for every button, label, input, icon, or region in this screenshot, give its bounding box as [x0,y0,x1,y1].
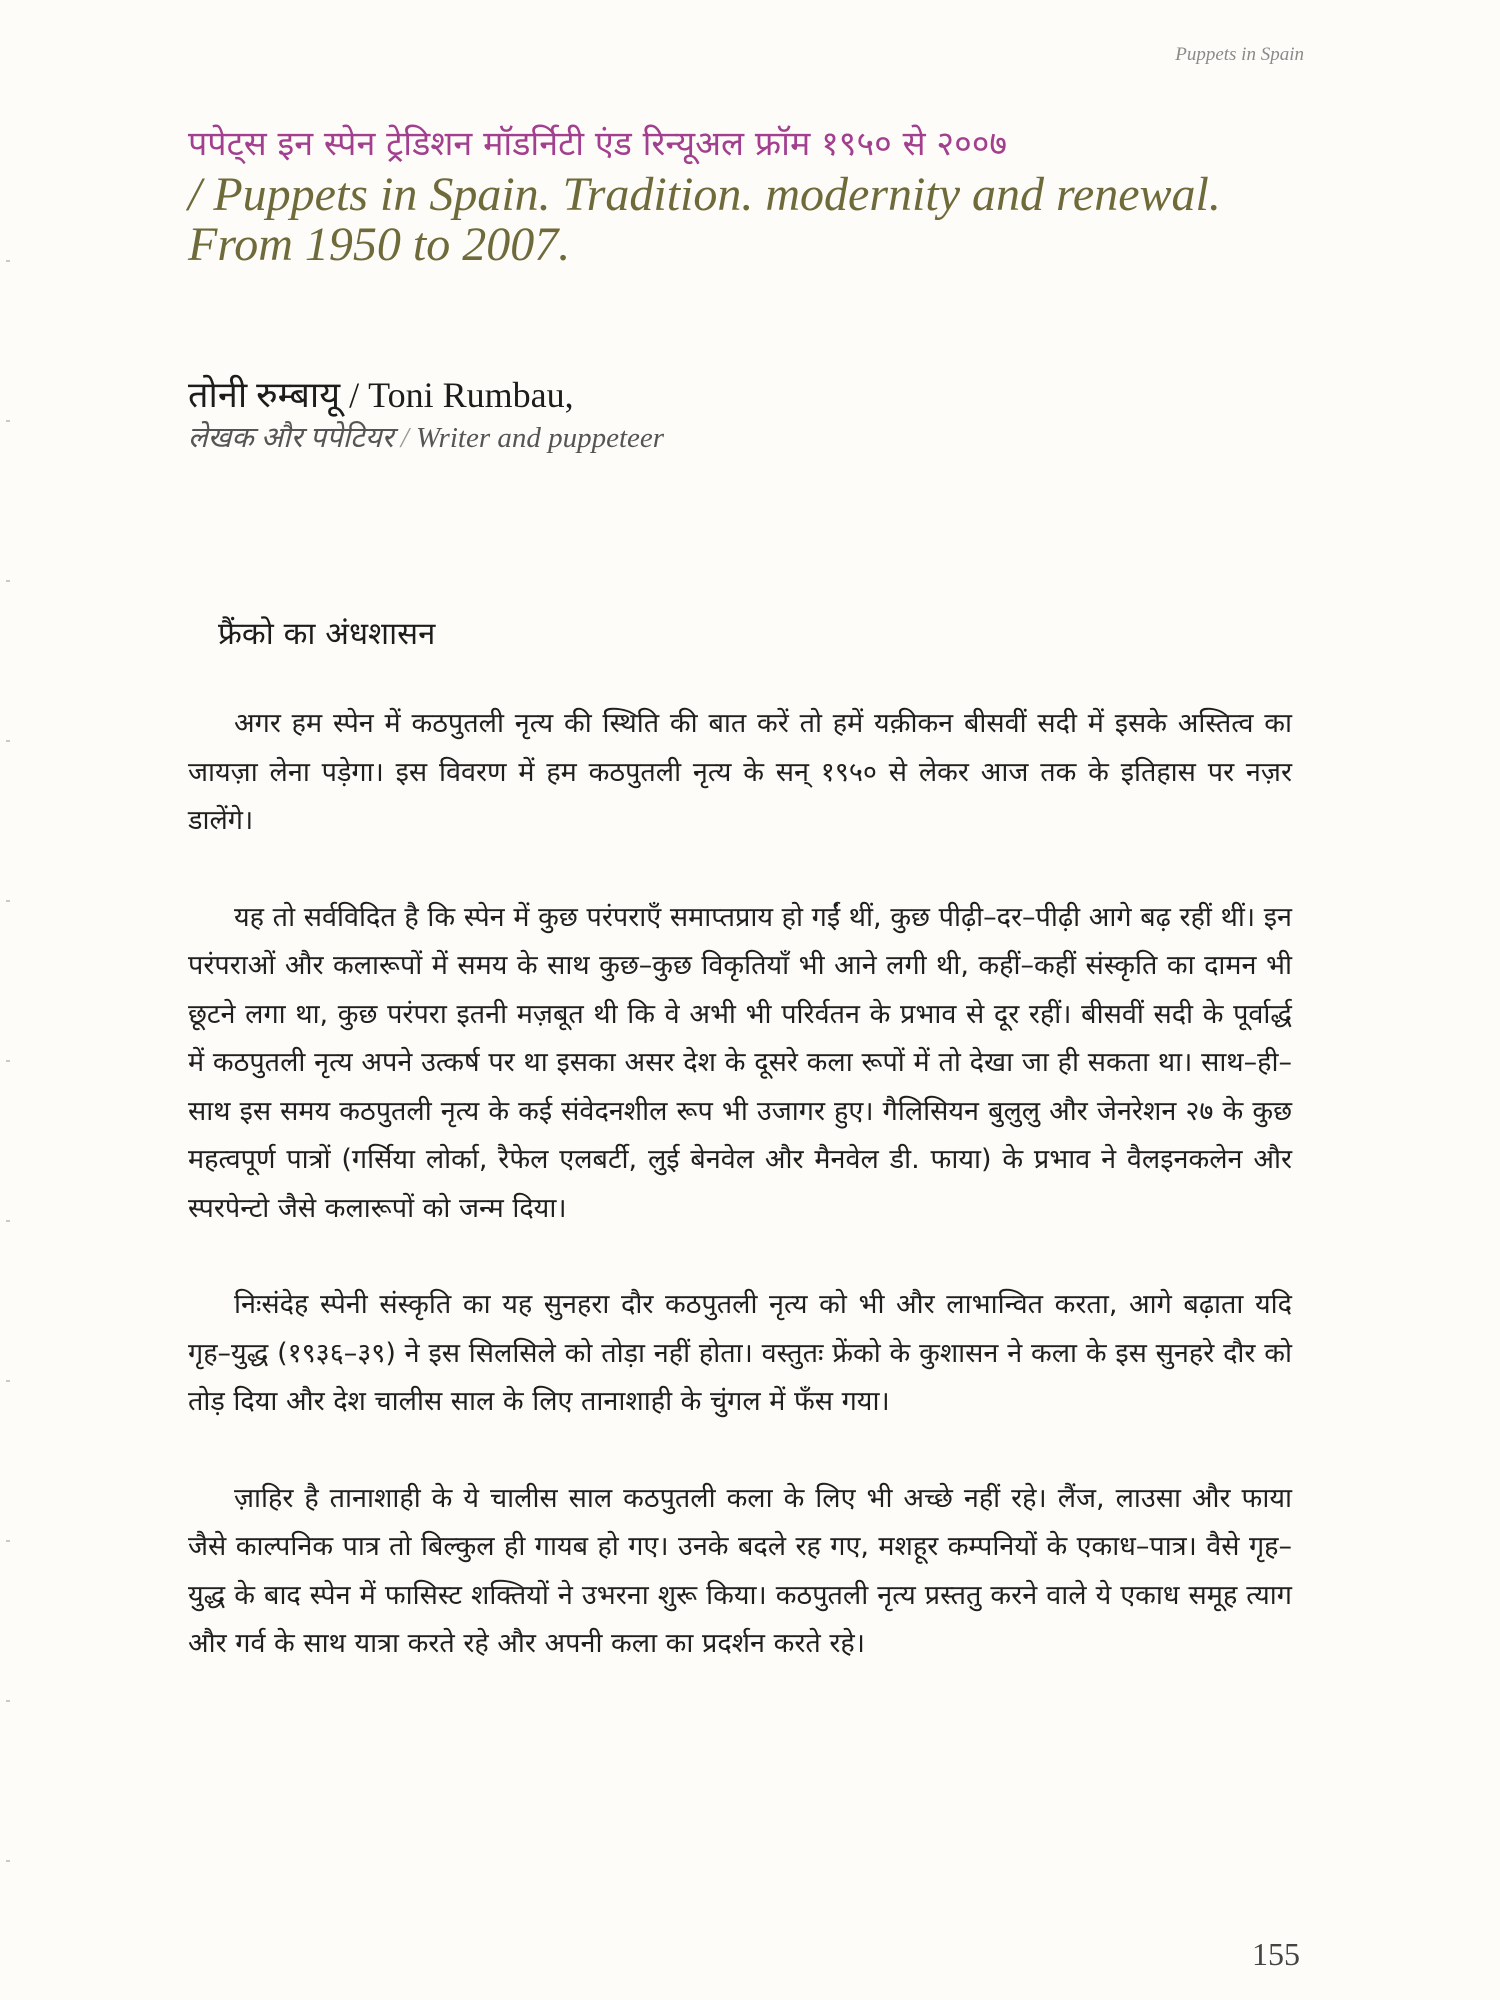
body-text [188,700,1292,1717]
paragraph: निःसंदेह स्पेनी संस्कृति का यह सुनहरा दौर कठपुतली नृत्य को भी और लाभान्वित करता, आगे बढ़ाता यदि गृह–युद्ध (१९३६–३९) ने इस सिलसिले को तोड़ा नहीं होता। वस्तुतः फ्रेंको के कुशासन ने कला के इस सुनहरे दौर को तोड़ दिया और देश चालीस साल के लिए तानाशाही के चुंगल में फँस गया। [188,1289,1292,1417]
paragraph: यह तो सर्वविदित है कि स्पेन में कुछ परंपराएँ समाप्तप्राय हो गईं थीं, कुछ पीढ़ी–दर–पीढ़ी आगे बढ़ रहीं थीं। इन परंपराओं और कलारूपों में समय के साथ कुछ–कुछ विकृतियाँ भी आने लगी थी, कहीं–कहीं संस्कृति का दामन भी छूटने लगा था, कुछ परंपरा इतनी मज़बूत थी कि वे अभी भी परिर्वतन के प्रभाव से दूर रहीं। बीसवीं सदी के पूर्वार्द्ध में कठपुतली नृत्य अपने उत्कर्ष पर था इसका असर देश के दूसरे कला रूपों में तो देखा जा ही सकता था। साथ–ही–साथ इस समय कठपुतली नृत्य के कई संवेदनशील रूप भी उजागर हुए। गैलिसियन बुलुलु और जेनरेशन २७ के कुछ महत्वपूर्ण पात्रों (गर्सिया लोर्का, रैफेल एलबर्टी, लुई बेनवेल और मैनवेल डी. फाया) के प्रभाव ने वैलइनकलेन और स्परपेन्टो जैसे कलारूपों को जन्म दिया। [188,901,1292,1224]
author-role-separator: / [393,422,416,454]
author-role-english: Writer and puppeteer [416,422,665,454]
author-name: तोनी रुम्बायू / Toni Rumbau, [188,375,574,415]
author-role-hindi: लेखक और पपेटियर [188,422,394,454]
title-english-line1: / Puppets in Spain. Tradition. modernity and renewal. [188,168,1221,221]
title-hindi: पपेट्स इन स्पेन ट्रेडिशन मॉडर्निटी एंड रिन्यूअल फ्रॉम १९५० से २००७ [188,124,1008,164]
author-block [188,372,664,458]
section-heading: फ्रैंको का अंधशासन [218,616,436,652]
page-number: 155 [1252,1936,1300,1972]
running-head: Puppets in Spain [1175,44,1304,65]
paragraph: ज़ाहिर है तानाशाही के ये चालीस साल कठपुतली कला के लिए भी अच्छे नहीं रहे। लैंज, लाउसा और फाया जैसे काल्पनिक पात्र तो बिल्कुल ही गायब हो गए। उनके बदले रह गए, मशहूर कम्पनियों के एकाध–पात्र। वैसे गृह–युद्ध के बाद स्पेन में फासिस्ट शक्तियों ने उभरना शुरू किया। कठपुतली नृत्य प्रस्ततु करने वाले ये एकाध समूह त्याग और गर्व के साथ यात्रा करते रहे और अपनी कला का प्रदर्शन करते रहे। [188,1482,1292,1659]
paragraph: अगर हम स्पेन में कठपुतली नृत्य की स्थिति की बात करें तो हमें यक़ीकन बीसवीं सदी में इसके अस्तित्व का जायज़ा लेना पड़ेगा। इस विवरण में हम कठपुतली नृत्य के सन् १९५० से लेकर आज तक के इतिहास पर नज़र डालेंगे। [188,708,1292,836]
scan-margin-marks [6,0,12,2000]
author-role [188,418,664,458]
title-english-line2: From 1950 to 2007. [188,218,571,271]
article-title [188,118,1318,270]
